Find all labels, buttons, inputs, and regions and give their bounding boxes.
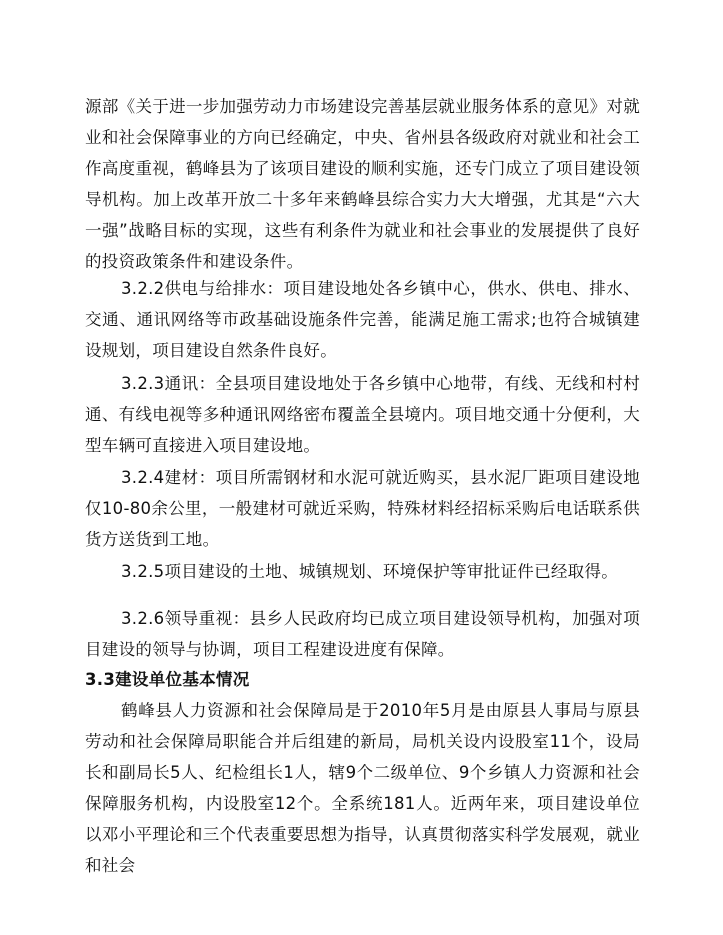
paragraph-telecom: 3.2.3通讯：全县项目建设地处于各乡镇中心地带，有线、无线和村村通、有线电视等多种通讯网络密布覆盖全县境内。项目地交通十分便利，大型车辆可直接进入项目建设地。 bbox=[85, 374, 640, 455]
paragraph-land: 3.2.5项目建设的土地、城镇规划、环境保护等审批证件已经取得。 bbox=[121, 562, 619, 581]
paragraph-intro: 源部《关于进一步加强劳动力市场建设完善基层就业服务体系的意见》对就业和社会保障事业的方向已经确定，中央、省州县各级政府对就业和社会工作高度重视，鹤峰县为了该项目建设的顺利实施，还专门成立了项目建设领导机构。加上改革开放二十多年来鹤峰县综合实力大大增强，尤其是“六大一强”战略目标的实现，这些有利条件为就业和社会事业的发展提供了良好的投资政策条件和建设条件。 bbox=[85, 97, 640, 271]
section-heading: 3.3建设单位基本情况 bbox=[85, 670, 250, 689]
paragraph-materials: 3.2.4建材：项目所需钢材和水泥可就近购买，县水泥厂距项目建设地仅10-80余公里，一般建材可就近采购，特殊材料经招标采购后电话联系供货方送货到工地。 bbox=[85, 468, 640, 549]
paragraph-unit: 鹤峰县人力资源和社会保障局是于2010年5月是由原县人事局与原县劳动和社会保障局职能合并后组建的新局，局机关设内设股室11个，设局长和副局长5人、纪检组长1人，辖9个二级单位、9个乡镇人力资源和社会保障服务机构，内设股室12个。全系统181人。近两年来，项目建设单位以邓小平理论和三个代表重要思想为指导，认真贯彻落实科学发展观，就业和社会 bbox=[85, 701, 640, 875]
paragraph-power-water: 3.2.2供电与给排水：项目建设地处各乡镇中心，供水、供电、排水、交通、通讯网络等市政基础设施条件完善，能满足施工需求;也符合城镇建设规划，项目建设自然条件良好。 bbox=[85, 279, 640, 360]
paragraph-leadership: 3.2.6领导重视：县乡人民政府均已成立项目建设领导机构，加强对项目建设的领导与协调，项目工程建设进度有保障。 bbox=[85, 609, 640, 659]
